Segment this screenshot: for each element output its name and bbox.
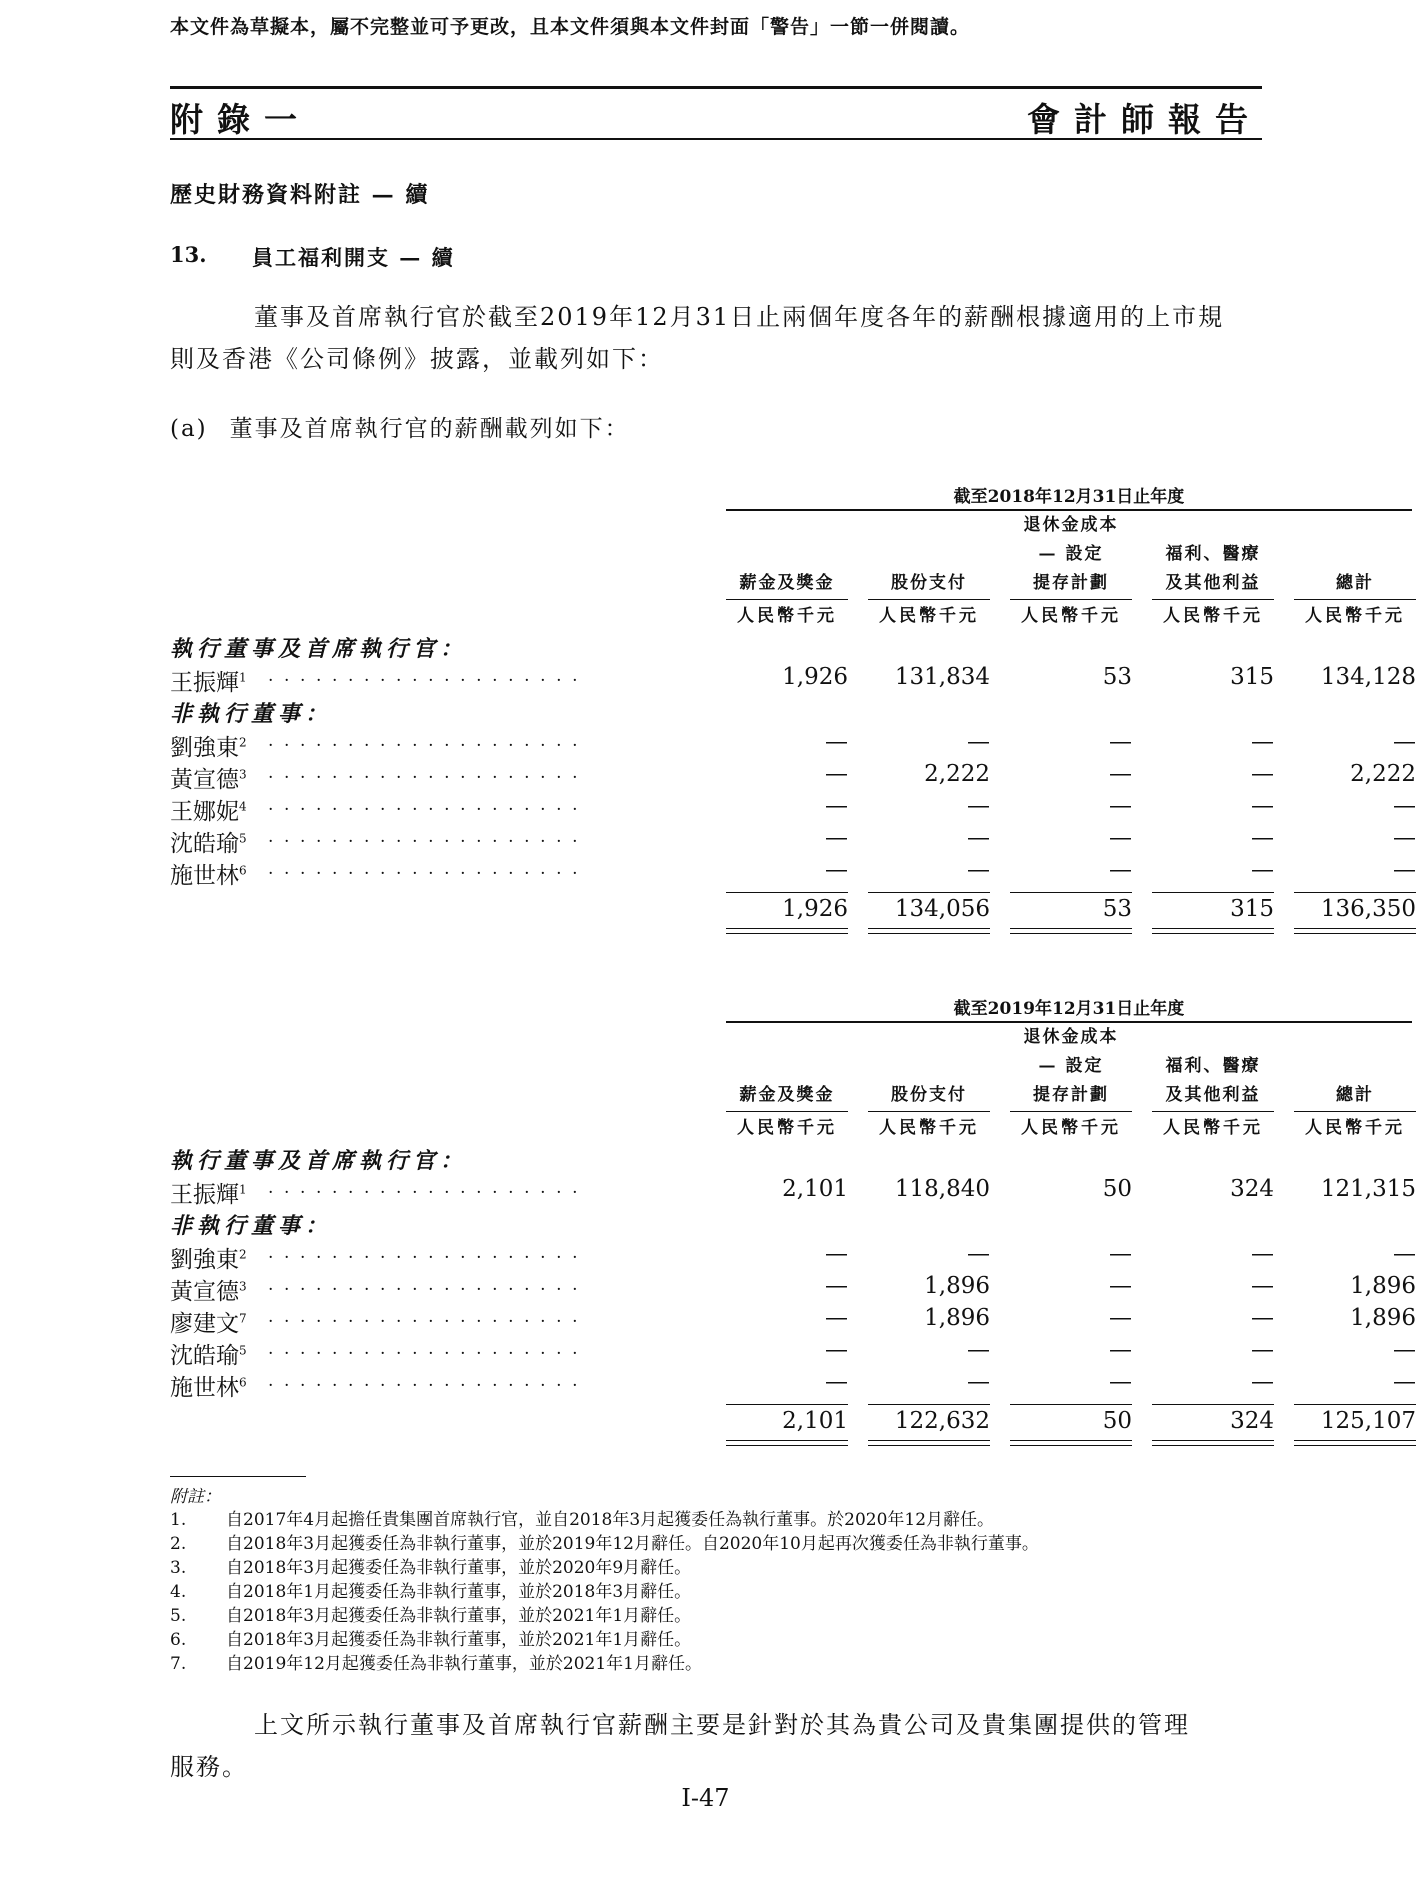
cell-value: — <box>825 1337 848 1363</box>
director-name <box>170 1241 247 1274</box>
total-value: 50 <box>1102 1408 1132 1434</box>
leader-dots: . . . . . . . . . . . . . . . . . . . . <box>268 1307 581 1327</box>
total-value: 1,926 <box>782 896 848 922</box>
cell-value: — <box>1109 1305 1132 1331</box>
header-underline <box>1294 599 1416 600</box>
column-header-line: — 設定 <box>1038 1056 1104 1076</box>
total-double-rule <box>1152 928 1274 934</box>
cell-value: — <box>1109 825 1132 851</box>
column-header <box>868 569 990 598</box>
cell-value: — <box>1251 1305 1274 1331</box>
cell-value: — <box>1251 793 1274 819</box>
director-name-text: 王娜妮 <box>170 799 239 825</box>
footnote-item <box>170 1532 1039 1556</box>
cell-value: — <box>825 857 848 883</box>
cell-value: — <box>1251 1369 1274 1395</box>
cell-value: — <box>1393 825 1416 851</box>
header-underline <box>1152 599 1274 600</box>
header-rule-top <box>170 86 1262 89</box>
footnote-ref: 3 <box>239 1279 247 1294</box>
cell-value: — <box>1109 1369 1132 1395</box>
footnote-item <box>170 1508 994 1532</box>
group-executive-directors: 執行董事及首席執行官： <box>170 1148 468 1174</box>
cell-value: — <box>967 793 990 819</box>
cell-value: — <box>967 1241 990 1267</box>
leader-dots: . . . . . . . . . . . . . . . . . . . . <box>268 1339 581 1359</box>
column-header-line: 總計 <box>1336 573 1374 593</box>
cell-value: — <box>1251 1241 1274 1267</box>
column-header-line: 股份支付 <box>891 573 967 593</box>
total-row <box>170 896 1416 926</box>
footnote-number: 5. <box>170 1606 187 1626</box>
total-value: 134,056 <box>894 896 990 922</box>
group-non-executive-directors: 非執行董事： <box>170 701 333 727</box>
cell-value: 50 <box>1102 1176 1132 1202</box>
header-underline <box>1010 599 1132 600</box>
cell-value: 118,840 <box>894 1176 990 1202</box>
closing-paragraph <box>170 1704 1262 1788</box>
cell-value: 2,222 <box>924 761 990 787</box>
table-row <box>170 1337 1416 1369</box>
unit-label: 人民幣千元 <box>879 1118 979 1138</box>
subsection-a-label: (a) <box>170 416 208 442</box>
footnote-item <box>170 1628 691 1652</box>
footnote-text: 自2018年3月起獲委任為非執行董事，並於2021年1月辭任。 <box>226 1630 692 1650</box>
column-header-line: 及其他利益 <box>1165 1085 1261 1105</box>
page-number: I-47 <box>681 1784 730 1812</box>
column-header <box>726 1081 848 1110</box>
total-double-rule <box>1010 1440 1132 1446</box>
total-value: 324 <box>1230 1408 1274 1434</box>
column-header <box>1010 1023 1132 1110</box>
column-header-line: 及其他利益 <box>1165 573 1261 593</box>
header-underline <box>726 599 848 600</box>
leader-dots: . . . . . . . . . . . . . . . . . . . . <box>268 731 581 751</box>
subtotal-rule <box>868 1404 990 1405</box>
director-name <box>170 1273 247 1306</box>
director-name-text: 王振輝 <box>170 670 239 696</box>
group-executive-directors: 執行董事及首席執行官： <box>170 636 468 662</box>
cell-value: — <box>967 1337 990 1363</box>
table-row <box>170 1176 1416 1208</box>
column-header-line: 薪金及獎金 <box>739 573 835 593</box>
remuneration-table-2019 <box>170 994 1416 1474</box>
leader-dots: . . . . . . . . . . . . . . . . . . . . <box>268 1275 581 1295</box>
total-double-rule <box>868 928 990 934</box>
cell-value: — <box>825 761 848 787</box>
director-name <box>170 1305 247 1338</box>
footnote-ref: 5 <box>239 831 247 846</box>
footnote-ref: 7 <box>239 1311 247 1326</box>
cell-value: — <box>1109 729 1132 755</box>
closing-line-1: 上文所示執行董事及首席執行官薪酬主要是針對於其為貴公司及貴集團提供的管理 <box>254 1711 1190 1739</box>
cell-value: 131,834 <box>894 664 990 690</box>
cell-value: 1,896 <box>1350 1305 1416 1331</box>
header-underline <box>868 1111 990 1112</box>
table-row <box>170 1369 1416 1401</box>
unit-label: 人民幣千元 <box>737 606 837 626</box>
subtotal-rule <box>1010 1404 1132 1405</box>
director-name <box>170 793 247 826</box>
cell-value: 1,926 <box>782 664 848 690</box>
header-underline <box>1010 1111 1132 1112</box>
cell-value: 1,896 <box>1350 1273 1416 1299</box>
cell-value: — <box>825 1305 848 1331</box>
total-value: 122,632 <box>894 1408 990 1434</box>
director-name <box>170 1176 247 1209</box>
subsection-a <box>170 410 630 443</box>
footnote-text: 自2017年4月起擔任貴集團首席執行官，並自2018年3月起獲委任為執行董事。於2020年12月辭任。 <box>226 1510 995 1530</box>
cell-value: 2,101 <box>782 1176 848 1202</box>
footnote-rule <box>170 1476 306 1477</box>
total-value: 53 <box>1102 896 1132 922</box>
director-name-text: 施世林 <box>170 863 239 889</box>
column-header-line: 總計 <box>1336 1085 1374 1105</box>
leader-dots: . . . . . . . . . . . . . . . . . . . . <box>268 1178 581 1198</box>
cell-value: 324 <box>1230 1176 1274 1202</box>
unit-label: 人民幣千元 <box>1305 606 1405 626</box>
cell-value: — <box>967 857 990 883</box>
director-name-text: 黃宣德 <box>170 767 239 793</box>
table-row <box>170 729 1416 761</box>
cell-value: — <box>825 729 848 755</box>
footnote-text: 自2018年3月起獲委任為非執行董事，並於2019年12月辭任。自2020年10月起再次獲委任為非執行董事。 <box>226 1534 1039 1554</box>
column-header-line: 提存計劃 <box>1033 1085 1109 1105</box>
table-row <box>170 825 1416 857</box>
subtotal-rule <box>868 892 990 893</box>
cell-value: 1,896 <box>924 1305 990 1331</box>
cell-value: — <box>1251 1337 1274 1363</box>
unit-label: 人民幣千元 <box>1021 1118 1121 1138</box>
table-row <box>170 857 1416 889</box>
footnote-ref: 1 <box>239 1182 247 1197</box>
table-row <box>170 1241 1416 1273</box>
header-underline <box>726 1111 848 1112</box>
subtotal-rule <box>726 1404 848 1405</box>
column-header <box>1010 511 1132 598</box>
cell-value: — <box>967 825 990 851</box>
cell-value: — <box>1251 729 1274 755</box>
cell-value: — <box>1109 793 1132 819</box>
table-row <box>170 664 1416 696</box>
intro-paragraph <box>170 296 1262 380</box>
cell-value: — <box>825 1241 848 1267</box>
intro-line-2: 則及香港《公司條例》披露，並載列如下： <box>170 345 664 373</box>
note-number: 13. <box>170 242 207 267</box>
footnote-number: 2. <box>170 1534 187 1554</box>
column-header-line: 股份支付 <box>891 1085 967 1105</box>
cell-value: — <box>1109 1337 1132 1363</box>
column-header-line: 薪金及獎金 <box>739 1085 835 1105</box>
leader-dots: . . . . . . . . . . . . . . . . . . . . <box>268 666 581 686</box>
footnote-item <box>170 1580 691 1604</box>
total-value: 2,101 <box>782 1408 848 1434</box>
footnote-text: 自2018年3月起獲委任為非執行董事，並於2020年9月辭任。 <box>226 1558 692 1578</box>
footnote-number: 3. <box>170 1558 187 1578</box>
unit-label: 人民幣千元 <box>1305 1118 1405 1138</box>
footnote-ref: 1 <box>239 670 247 685</box>
subsection-a-text: 董事及首席執行官的薪酬載列如下： <box>229 416 630 442</box>
column-header <box>1294 569 1416 598</box>
leader-dots: . . . . . . . . . . . . . . . . . . . . <box>268 763 581 783</box>
total-double-rule <box>868 1440 990 1446</box>
table-row <box>170 761 1416 793</box>
director-name <box>170 664 247 697</box>
cell-value: 2,222 <box>1350 761 1416 787</box>
footnote-ref: 5 <box>239 1343 247 1358</box>
cell-value: 1,896 <box>924 1273 990 1299</box>
director-name-text: 廖建文 <box>170 1311 239 1337</box>
table-row <box>170 1305 1416 1337</box>
cell-value: — <box>825 793 848 819</box>
footnote-number: 7. <box>170 1654 187 1674</box>
director-name-text: 王振輝 <box>170 1182 239 1208</box>
cell-value: — <box>1393 1337 1416 1363</box>
cell-value: — <box>967 729 990 755</box>
unit-label: 人民幣千元 <box>879 606 979 626</box>
total-double-rule <box>726 1440 848 1446</box>
footnote-ref: 3 <box>239 767 247 782</box>
footnote-item <box>170 1652 702 1676</box>
director-name-text: 施世林 <box>170 1375 239 1401</box>
leader-dots: . . . . . . . . . . . . . . . . . . . . <box>268 1243 581 1263</box>
column-header-line: — 設定 <box>1038 544 1104 564</box>
unit-label: 人民幣千元 <box>1163 1118 1263 1138</box>
subtotal-rule <box>1294 892 1416 893</box>
director-name-text: 劉強東 <box>170 735 239 761</box>
header-underline <box>868 599 990 600</box>
column-header-line: 退休金成本 <box>1023 515 1119 535</box>
total-value: 136,350 <box>1320 896 1416 922</box>
header-underline <box>1294 1111 1416 1112</box>
director-name <box>170 1369 247 1402</box>
cell-value: 53 <box>1102 664 1132 690</box>
total-value: 125,107 <box>1320 1408 1416 1434</box>
footnote-ref: 4 <box>239 799 247 814</box>
column-header-line: 退休金成本 <box>1023 1027 1119 1047</box>
total-double-rule <box>1294 928 1416 934</box>
cell-value: — <box>825 1273 848 1299</box>
cell-value: — <box>1251 857 1274 883</box>
remuneration-table-2018 <box>170 482 1416 962</box>
table-row <box>170 793 1416 825</box>
cell-value: — <box>1393 729 1416 755</box>
total-double-rule <box>1010 928 1132 934</box>
footnote-ref: 6 <box>239 1375 247 1390</box>
cell-value: — <box>1393 857 1416 883</box>
cell-value: — <box>1109 1273 1132 1299</box>
table-caption: 截至2018年12月31日止年度 <box>953 487 1185 507</box>
subtotal-rule <box>1294 1404 1416 1405</box>
cell-value: — <box>1393 1241 1416 1267</box>
appendix-title: 附錄一 <box>170 100 311 139</box>
director-name <box>170 1337 247 1370</box>
director-name <box>170 825 247 858</box>
column-header-line: 提存計劃 <box>1033 573 1109 593</box>
footnote-item <box>170 1604 691 1628</box>
closing-line-2: 服務。 <box>170 1753 248 1781</box>
cell-value: 315 <box>1230 664 1274 690</box>
footnote-item <box>170 1556 691 1580</box>
cell-value: — <box>1109 761 1132 787</box>
footnote-text: 自2019年12月起獲委任為非執行董事，並於2021年1月辭任。 <box>226 1654 702 1674</box>
unit-label: 人民幣千元 <box>737 1118 837 1138</box>
group-non-executive-directors: 非執行董事： <box>170 1213 333 1239</box>
director-name <box>170 761 247 794</box>
note-title: 員工福利開支 — 續 <box>252 245 455 270</box>
cell-value: — <box>1251 1273 1274 1299</box>
cell-value: — <box>1109 1241 1132 1267</box>
column-header-line: 福利、醫療 <box>1165 1056 1261 1076</box>
unit-label: 人民幣千元 <box>1163 606 1263 626</box>
table-caption: 截至2019年12月31日止年度 <box>953 999 1185 1019</box>
cell-value: — <box>1251 761 1274 787</box>
column-header <box>726 569 848 598</box>
column-header <box>1294 1081 1416 1110</box>
table-row <box>170 1273 1416 1305</box>
cell-value: — <box>1393 793 1416 819</box>
total-double-rule <box>726 928 848 934</box>
intro-line-1: 董事及首席執行官於截至2019年12月31日止兩個年度各年的薪酬根據適用的上市規 <box>254 303 1225 331</box>
footnote-text: 自2018年3月起獲委任為非執行董事，並於2021年1月辭任。 <box>226 1606 692 1626</box>
cell-value: — <box>825 1369 848 1395</box>
subtotal-rule <box>726 892 848 893</box>
cell-value: 134,128 <box>1320 664 1416 690</box>
director-name-text: 黃宣德 <box>170 1279 239 1305</box>
leader-dots: . . . . . . . . . . . . . . . . . . . . <box>268 795 581 815</box>
director-name <box>170 729 247 762</box>
column-header <box>868 1081 990 1110</box>
section-title: 歷史財務資料附註 — 續 <box>170 182 430 208</box>
unit-label: 人民幣千元 <box>1021 606 1121 626</box>
column-header <box>1152 1052 1274 1110</box>
footnote-number: 6. <box>170 1630 187 1650</box>
draft-warning-banner: 本文件為草擬本，屬不完整並可予更改，且本文件須與本文件封面「警告」一節一併閱讀。 <box>170 16 971 38</box>
total-double-rule <box>1294 1440 1416 1446</box>
column-header-line: 福利、醫療 <box>1165 544 1261 564</box>
header-rule-bottom <box>170 138 1262 140</box>
footnote-ref: 6 <box>239 863 247 878</box>
leader-dots: . . . . . . . . . . . . . . . . . . . . <box>268 1371 581 1391</box>
cell-value: — <box>1251 825 1274 851</box>
total-value: 315 <box>1230 896 1274 922</box>
footnote-ref: 2 <box>239 1247 247 1262</box>
leader-dots: . . . . . . . . . . . . . . . . . . . . <box>268 827 581 847</box>
cell-value: — <box>967 1369 990 1395</box>
total-double-rule <box>1152 1440 1274 1446</box>
director-name-text: 沈皓瑜 <box>170 831 239 857</box>
footnote-text: 自2018年1月起獲委任為非執行董事，並於2018年3月辭任。 <box>226 1582 692 1602</box>
cell-value: 121,315 <box>1320 1176 1416 1202</box>
director-name-text: 沈皓瑜 <box>170 1343 239 1369</box>
column-header <box>1152 540 1274 598</box>
subtotal-rule <box>1010 892 1132 893</box>
director-name <box>170 857 247 890</box>
leader-dots: . . . . . . . . . . . . . . . . . . . . <box>268 859 581 879</box>
cell-value: — <box>1393 1369 1416 1395</box>
footnote-number: 1. <box>170 1510 187 1530</box>
cell-value: — <box>1109 857 1132 883</box>
report-title: 會計師報告 <box>1027 100 1262 139</box>
footnote-number: 4. <box>170 1582 187 1602</box>
footnote-ref: 2 <box>239 735 247 750</box>
director-name-text: 劉強東 <box>170 1247 239 1273</box>
subtotal-rule <box>1152 892 1274 893</box>
header-underline <box>1152 1111 1274 1112</box>
footnotes-title: 附註： <box>170 1487 221 1507</box>
total-row <box>170 1408 1416 1438</box>
cell-value: — <box>825 825 848 851</box>
subtotal-rule <box>1152 1404 1274 1405</box>
